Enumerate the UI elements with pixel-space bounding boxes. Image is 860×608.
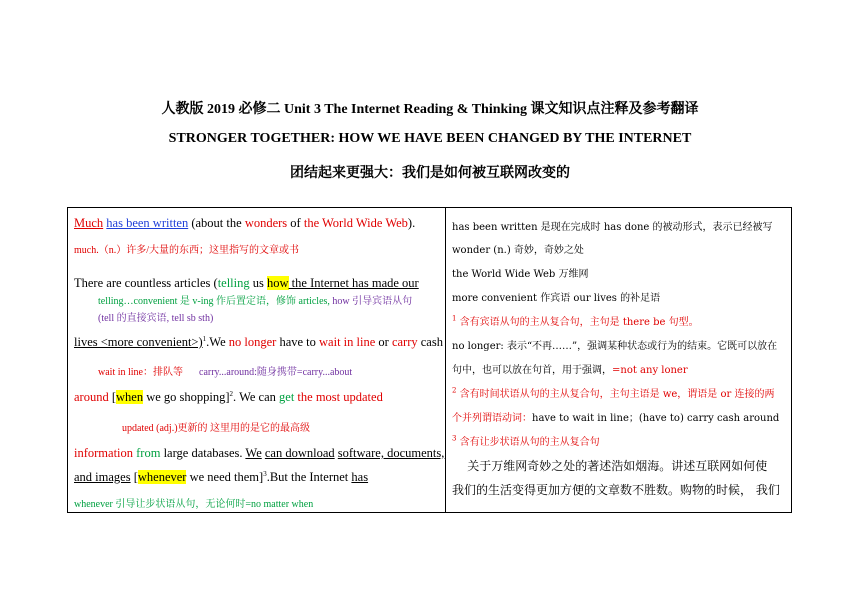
note-line-6: whenever 引导让步状语从句，无论何时=no matter when bbox=[74, 499, 314, 510]
doc-title: 人教版 2019 必修二 Unit 3 The Internet Reading & Thinking 课文知识点注释及参考翻译 bbox=[161, 102, 699, 117]
note-line-2a: telling…convenient 是 v-ing 作后置定语，修饰 articles, how 引导宾语从句 bbox=[98, 296, 413, 307]
text-line-4: around [when we go shopping]$^2$. We can get the most updated bbox=[74, 390, 383, 405]
right-note-8: $^2$ 含有时间状语从句的主从复合句，主句主语是 we，谓语是 or 连接的两 bbox=[452, 386, 775, 400]
translation-line-1: 关于万维网奇妙之处的著述浩如烟海。讲述互联网如何使 bbox=[452, 459, 768, 473]
right-note-3: the World Wide Web 万维网 bbox=[452, 269, 589, 280]
text-line-2: There are countless articles (telling us how the Internet has made our bbox=[74, 276, 419, 290]
table-column-divider bbox=[445, 207, 446, 513]
right-note-5: $^1$ 含有宾语从句的主从复合句，主句是 there be 句型。 bbox=[452, 314, 699, 328]
right-note-1: has been written 是现在完成时 has done 的被动形式，表示已经被写 bbox=[452, 222, 773, 233]
text-line-3: lives <more convenient>)$^1$.We no longer have to wait in line or carry cash bbox=[74, 335, 443, 350]
note-line-2b: (tell 的直接宾语, tell sb sth) bbox=[98, 313, 214, 324]
right-note-7: 句中，也可以放在句首，用于强调，=not any loner bbox=[452, 365, 688, 376]
right-note-6: no longer: 表示“不再……”，强调某种状态或行为的结束。它既可以放在 bbox=[452, 341, 778, 352]
text-line-1: Much has been written (about the wonders of the World Wide Web). bbox=[74, 216, 416, 230]
note-line-3: wait in line：排队等 carry...around:随身携带=carry...about bbox=[98, 367, 353, 378]
article-title-english: STRONGER TOGETHER: HOW WE HAVE BEEN CHANGED BY THE INTERNET bbox=[168, 131, 692, 146]
text-line-5: information from large databases. We can download software, documents, bbox=[74, 446, 445, 460]
note-line-4: updated (adj.)更新的 这里用的是它的最高级 bbox=[122, 423, 311, 434]
text-line-6: and images [whenever we need them]$^3$.But the Internet has bbox=[74, 470, 369, 485]
translation-line-2: 我们的生活变得更加方便的文章数不胜数。购物的时候， 我们 bbox=[452, 483, 780, 497]
right-note-9: 个并列谓语动词：have to wait in line；(have to) carry cash around bbox=[452, 413, 780, 424]
note-line-1: much.（n.）许多/大量的东西；这里指写的文章或书 bbox=[74, 245, 299, 256]
right-note-4: more convenient 作宾语 our lives 的补足语 bbox=[452, 293, 661, 304]
article-title-chinese: 团结起来更强大：我们是如何被互联网改变的 bbox=[290, 165, 570, 181]
right-note-2: wonder (n.) 奇妙，奇妙之处 bbox=[452, 245, 584, 256]
right-note-10: $^3$ 含有让步状语从句的主从复合句 bbox=[452, 434, 600, 448]
